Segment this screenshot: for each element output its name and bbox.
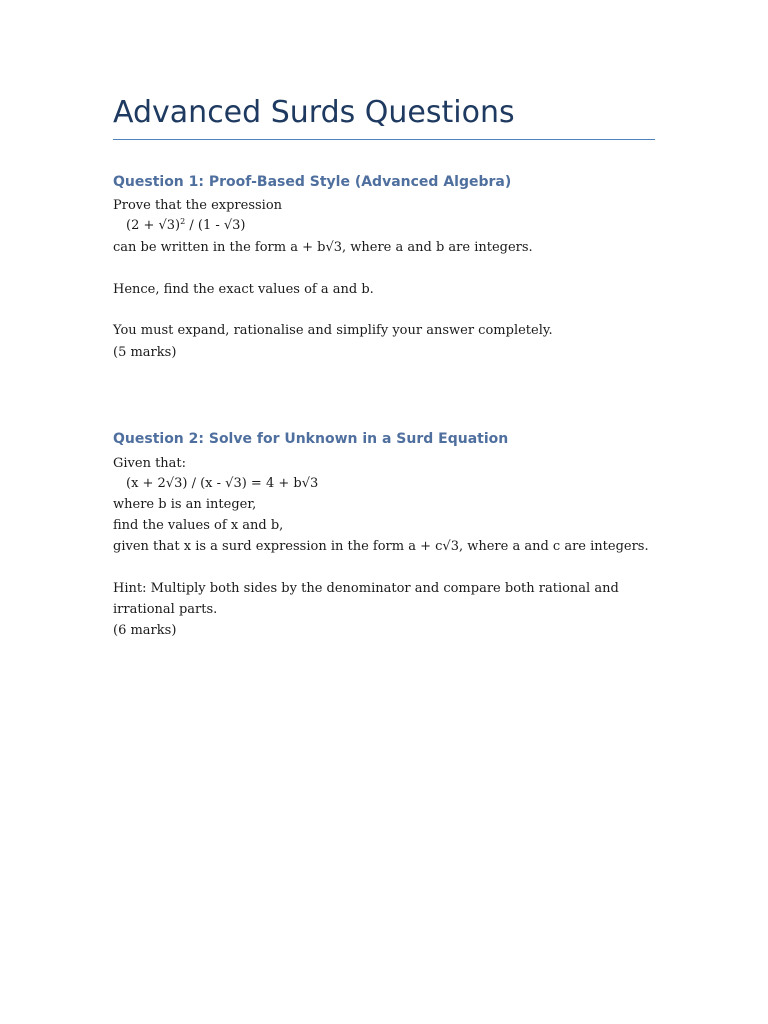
question-1-expression bbox=[126, 216, 246, 236]
question-1-intro: Prove that the expression bbox=[113, 198, 283, 213]
question-2-hint: Hint: Multiply both sides by the denominator and compare both rational and bbox=[113, 581, 619, 596]
title-underline bbox=[113, 139, 655, 140]
question-1-instruction: You must expand, rationalise and simplify your answer completely. bbox=[113, 323, 553, 338]
question-2-hint-continued: irrational parts. bbox=[113, 602, 218, 617]
question-1-expression-rest: / (1 - √3) bbox=[185, 218, 246, 233]
question-1-marks: (5 marks) bbox=[113, 345, 177, 360]
question-2-equation: (x + 2√3) / (x - √3) = 4 + b√3 bbox=[126, 476, 319, 491]
question-2-condition-b: where b is an integer, bbox=[113, 497, 257, 512]
question-1-form-statement: can be written in the form a + b√3, where a and b are integers. bbox=[113, 240, 533, 255]
question-2-intro: Given that: bbox=[113, 456, 187, 471]
question-2-condition-x: given that x is a surd expression in the form a + c√3, where a and c are integers. bbox=[113, 539, 649, 554]
question-1-expression-base: (2 + √3) bbox=[126, 218, 181, 233]
document-title: Advanced Surds Questions bbox=[113, 95, 515, 130]
question-2-task: find the values of x and b, bbox=[113, 518, 284, 533]
question-1-hence: Hence, find the exact values of a and b. bbox=[113, 282, 374, 297]
question-2-marks: (6 marks) bbox=[113, 623, 177, 638]
question-1-expression-exponent: 2 bbox=[180, 217, 186, 226]
question-2-heading: Question 2: Solve for Unknown in a Surd Equation bbox=[113, 431, 509, 447]
question-1-heading: Question 1: Proof-Based Style (Advanced Algebra) bbox=[113, 174, 512, 190]
